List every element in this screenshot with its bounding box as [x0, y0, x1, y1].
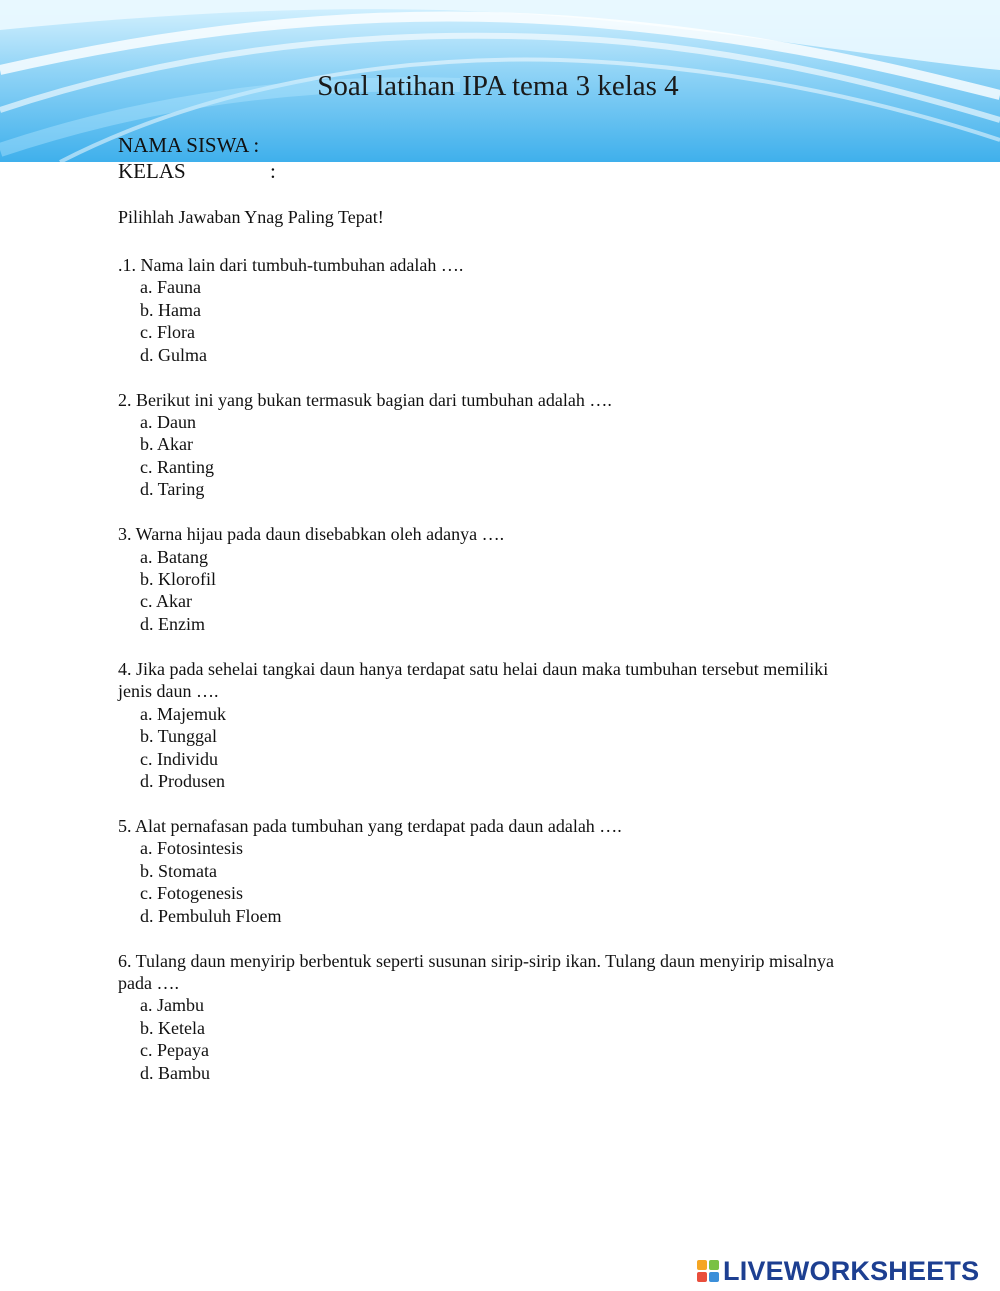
question-text: 6. Tulang daun menyirip berbentuk seperti susunan sirip-sirip ikan. Tulang daun menyirip misalnya pada ….	[118, 950, 834, 993]
option-d[interactable]: d. Gulma	[140, 344, 207, 365]
option-c[interactable]: c. Individu	[140, 748, 218, 769]
option-a[interactable]: a. Fauna	[140, 277, 201, 298]
question-text: 3. Warna hijau pada daun disebabkan oleh adanya ….	[118, 524, 505, 545]
question-list	[118, 254, 838, 1107]
question-5	[118, 815, 838, 927]
option-b[interactable]: b. Ketela	[140, 1017, 205, 1038]
logo-square	[709, 1272, 719, 1282]
instruction-text: Pilihlah Jawaban Ynag Paling Tepat!	[118, 207, 384, 227]
logo-square	[709, 1260, 719, 1270]
question-1	[118, 254, 838, 366]
question-2	[118, 389, 838, 501]
option-c[interactable]: c. Ranting	[140, 456, 214, 477]
student-class-field	[118, 158, 276, 184]
option-d[interactable]: d. Bambu	[140, 1062, 210, 1083]
question-3	[118, 523, 838, 635]
logo-square	[697, 1272, 707, 1282]
option-c[interactable]: c. Fotogenesis	[140, 883, 243, 904]
question-text: 2. Berikut ini yang bukan termasuk bagian dari tumbuhan adalah ….	[118, 389, 612, 410]
option-a[interactable]: a. Batang	[140, 546, 208, 567]
option-c[interactable]: c. Flora	[140, 322, 195, 343]
option-b[interactable]: b. Tunggal	[140, 726, 218, 747]
option-c[interactable]: c. Pepaya	[140, 1040, 209, 1061]
student-class-colon: :	[270, 159, 276, 183]
option-b[interactable]: b. Akar	[140, 434, 193, 455]
student-name-field	[118, 132, 259, 158]
question-text: 5. Alat pernafasan pada tumbuhan yang terdapat pada daun adalah ….	[118, 815, 622, 836]
option-c[interactable]: c. Akar	[140, 591, 192, 612]
option-d[interactable]: d. Taring	[140, 479, 205, 500]
option-b[interactable]: b. Stomata	[140, 860, 217, 881]
option-d[interactable]: d. Pembuluh Floem	[140, 905, 282, 926]
option-b[interactable]: b. Klorofil	[140, 569, 216, 590]
option-a[interactable]: a. Daun	[140, 412, 196, 433]
option-b[interactable]: b. Hama	[140, 299, 201, 320]
option-d[interactable]: d. Produsen	[140, 770, 225, 791]
option-a[interactable]: a. Jambu	[140, 995, 204, 1016]
option-d[interactable]: d. Enzim	[140, 613, 205, 634]
student-name-label: NAMA SISWA	[118, 133, 249, 157]
question-text: .1. Nama lain dari tumbuh-tumbuhan adalah ….	[118, 255, 464, 275]
logo-square	[697, 1260, 707, 1270]
liveworksheets-logo[interactable]	[697, 1255, 979, 1287]
question-text: 4. Jika pada sehelai tangkai daun hanya terdapat satu helai daun maka tumbuhan tersebut memiliki jenis daun ….	[118, 658, 829, 702]
student-class-label: KELAS	[118, 159, 186, 183]
logo-text: LIVEWORKSHEETS	[723, 1255, 980, 1286]
page-title: Soal latihan IPA tema 3 kelas 4	[317, 70, 679, 102]
liveworksheets-logo-icon	[697, 1260, 719, 1282]
question-4	[118, 658, 838, 792]
option-a[interactable]: a. Majemuk	[140, 703, 226, 724]
student-name-colon: :	[253, 133, 260, 157]
question-6	[118, 950, 838, 1084]
option-a[interactable]: a. Fotosintesis	[140, 838, 244, 859]
